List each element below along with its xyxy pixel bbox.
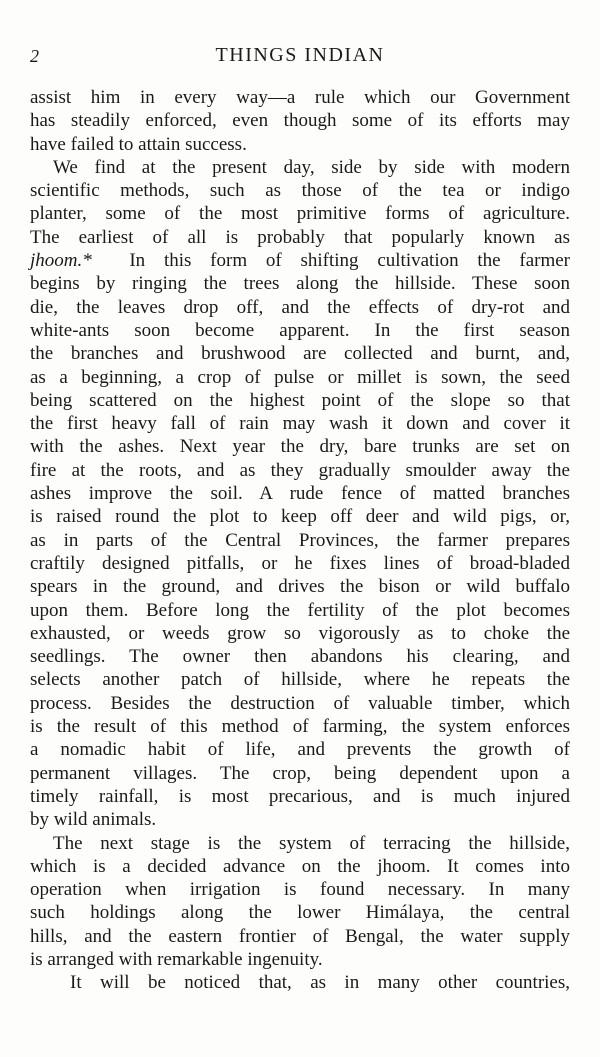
text-line: seedlings. The owner then abandons his clearing, and — [30, 646, 570, 668]
book-page — [30, 40, 570, 995]
text-line: ashes improve the soil. A rude fence of matted branches — [30, 483, 570, 505]
text-line: the branches and brushwood are collected and burnt, and, — [30, 343, 570, 365]
text-line: white-ants soon become apparent. In the first season — [30, 319, 570, 341]
text-line: planter, some of the most primitive forms of agriculture. — [30, 203, 570, 225]
text-line: has steadily enforced, even though some of its efforts may — [30, 110, 570, 132]
text-line: have failed to attain success. — [30, 133, 247, 155]
text-fragment — [92, 250, 130, 271]
text-line: spears in the ground, and drives the bison or wild buffalo — [30, 576, 570, 598]
text-line: the first heavy fall of rain may wash it down and cover it — [30, 413, 570, 435]
text-line: by wild animals. — [30, 809, 157, 831]
text-line: permanent villages. The crop, being dependent upon a — [30, 762, 570, 784]
text-line: hills, and the eastern frontier of Bengal, the water supply — [30, 925, 570, 947]
text-line: begins by ringing the trees along the hillside. These soon — [30, 273, 570, 295]
text-line: selects another patch of hillside, where he repeats the — [30, 669, 570, 691]
text-line: The next stage is the system of terracing the hillside, — [53, 832, 570, 854]
text-line: fire at the roots, and as they gradually smoulder away the — [30, 459, 570, 481]
text-line: with the ashes. Next year the dry, bare trunks are set on — [30, 436, 570, 458]
text-line: The earliest of all is probably that popularly known as — [30, 226, 570, 248]
text-line: It will be noticed that, as in many other countries, — [70, 972, 570, 994]
page-header — [30, 40, 570, 70]
text-line: as a beginning, a crop of pulse or millet is sown, the seed — [30, 366, 570, 388]
text-line: a nomadic habit of life, and prevents the growth of — [30, 739, 570, 761]
text-line: scientific methods, such as those of the tea or indigo — [30, 180, 570, 202]
running-title: THINGS INDIAN — [215, 44, 385, 66]
text-line: timely rainfall, is most precarious, and is much injured — [30, 785, 570, 807]
text-line: die, the leaves drop off, and the effects of dry-rot and — [30, 296, 570, 318]
text-line: We find at the present day, side by side with modern — [53, 156, 570, 178]
italic-term: jhoom.* — [30, 250, 92, 272]
text-line: is arranged with remarkable ingenuity. — [30, 948, 323, 970]
text-fragment: In this form of shifting cultivation the farmer — [129, 250, 571, 272]
text-line: upon them. Before long the fertility of the plot becomes — [30, 599, 570, 621]
body-text — [30, 86, 570, 995]
text-line: assist him in every way—a rule which our Government — [30, 87, 570, 108]
text-line: being scattered on the highest point of the slope so that — [30, 389, 570, 411]
text-line: is raised round the plot to keep off deer and wild pigs, or, — [30, 506, 570, 528]
text-line: craftily designed pitfalls, or he fixes lines of broad-bladed — [30, 552, 570, 574]
text-line: such holdings along the lower Himálaya, the central — [30, 902, 570, 924]
text-line: process. Besides the destruction of valuable timber, which — [30, 692, 570, 714]
page-number: 2 — [30, 46, 39, 66]
text-line: is the result of this method of farming, the system enforces — [30, 716, 570, 738]
text-line: exhausted, or weeds grow so vigorously as to choke the — [30, 622, 570, 644]
text-line-with-italic — [30, 249, 570, 272]
text-line: which is a decided advance on the jhoom. It comes into — [30, 855, 570, 877]
text-line: operation when irrigation is found necessary. In many — [30, 879, 570, 901]
text-line: as in parts of the Central Provinces, the farmer prepares — [30, 529, 570, 551]
